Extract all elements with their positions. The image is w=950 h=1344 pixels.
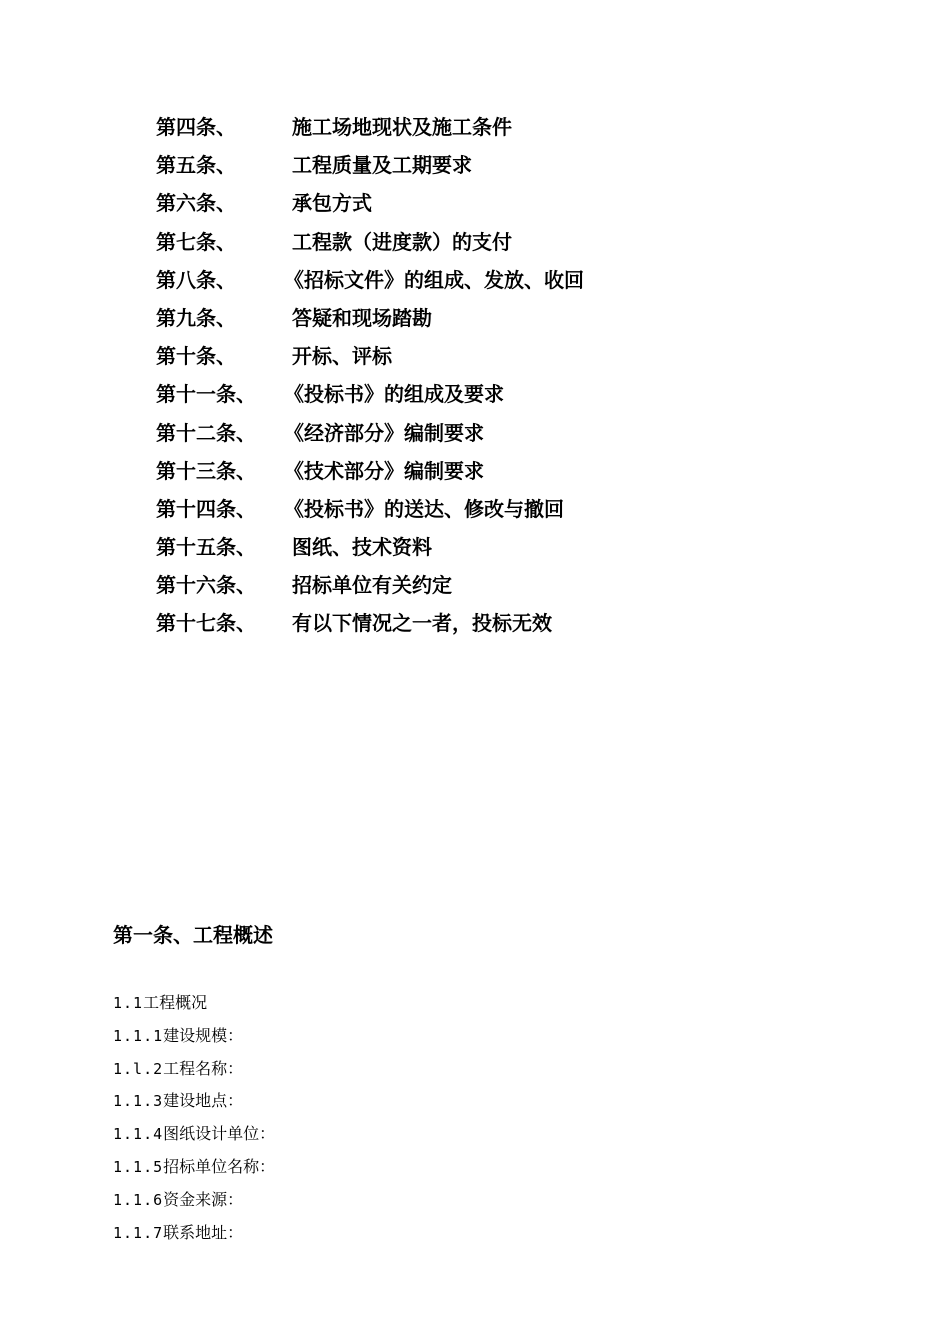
toc-item [156, 186, 584, 224]
list-item [113, 1218, 275, 1251]
toc-item-number: 第九条、 [156, 305, 236, 330]
toc-item-number: 第七条、 [156, 229, 236, 254]
toc-item-title: 图纸、技术资料 [292, 535, 432, 560]
toc-item [156, 339, 584, 377]
project-overview-list [113, 988, 275, 1250]
toc-item-number: 第十四条、 [156, 496, 256, 521]
item-number: 1.1.3 [113, 1092, 164, 1111]
item-label: 工程名称： [163, 1058, 244, 1078]
toc-item [156, 263, 584, 301]
item-number: 1.1.5 [113, 1157, 164, 1176]
toc-item [156, 301, 584, 339]
list-item [113, 1054, 275, 1087]
item-label: 图纸设计单位： [163, 1124, 276, 1144]
item-number: 1.1.1 [113, 1026, 164, 1045]
item-label: 联系地址： [163, 1222, 244, 1242]
toc-item-number: 第十三条、 [156, 458, 256, 483]
toc-item-title: 答疑和现场踏勘 [292, 305, 432, 330]
toc-item-number: 第六条、 [156, 191, 236, 216]
item-label: 建设规模： [163, 1025, 244, 1045]
list-item [113, 988, 275, 1021]
list-item [113, 1119, 275, 1152]
toc-item-number: 第十二条、 [156, 420, 256, 445]
item-number: 1.l.2 [113, 1059, 164, 1078]
toc-item-title: 工程质量及工期要求 [292, 153, 472, 178]
list-item [113, 1021, 275, 1054]
item-label: 招标单位名称： [163, 1156, 276, 1176]
toc-item-number: 第十条、 [156, 344, 236, 369]
toc-item-number: 第八条、 [156, 267, 236, 292]
toc-item-title: 《技术部分》编制要求 [284, 458, 484, 483]
toc-item-number: 第十七条、 [156, 611, 256, 636]
toc-item [156, 148, 584, 186]
toc-item-number: 第十一条、 [156, 382, 256, 407]
table-of-contents [156, 110, 584, 645]
toc-item [156, 530, 584, 568]
toc-item-title: 工程款（进度款）的支付 [292, 229, 512, 254]
toc-item [156, 416, 584, 454]
toc-item-title: 承包方式 [292, 191, 372, 216]
toc-item [156, 454, 584, 492]
toc-item-number: 第五条、 [156, 153, 236, 178]
toc-item-number: 第十六条、 [156, 573, 256, 598]
item-number: 1.1.4 [113, 1125, 164, 1144]
item-number: 1.1.7 [113, 1223, 164, 1242]
toc-item-title: 《经济部分》编制要求 [284, 420, 484, 445]
item-label: 工程概况 [143, 993, 208, 1012]
toc-item [156, 568, 584, 606]
toc-item-title: 招标单位有关约定 [292, 573, 452, 598]
item-label: 建设地点： [163, 1091, 244, 1111]
toc-item [156, 606, 584, 644]
list-item [113, 1086, 275, 1119]
toc-item [156, 377, 584, 415]
toc-item-number: 第十五条、 [156, 535, 256, 560]
toc-item [156, 225, 584, 263]
list-item [113, 1185, 275, 1218]
toc-item-title: 开标、评标 [292, 344, 392, 369]
list-item [113, 1152, 275, 1185]
toc-item-title: 施工场地现状及施工条件 [292, 115, 512, 139]
item-number: 1.1 [113, 994, 144, 1012]
toc-item [156, 110, 584, 148]
section-heading: 第一条、工程概述 [113, 923, 273, 947]
toc-item-title: 《投标书》的送达、修改与撤回 [284, 496, 564, 521]
item-label: 资金来源： [163, 1189, 244, 1209]
toc-item-title: 《投标书》的组成及要求 [284, 382, 504, 407]
toc-item-number: 第四条、 [156, 115, 236, 139]
item-number: 1.1.6 [113, 1190, 164, 1209]
toc-item-title: 《招标文件》的组成、发放、收回 [284, 267, 584, 292]
toc-item [156, 492, 584, 530]
toc-item-title: 有以下情况之一者，投标无效 [292, 611, 552, 636]
